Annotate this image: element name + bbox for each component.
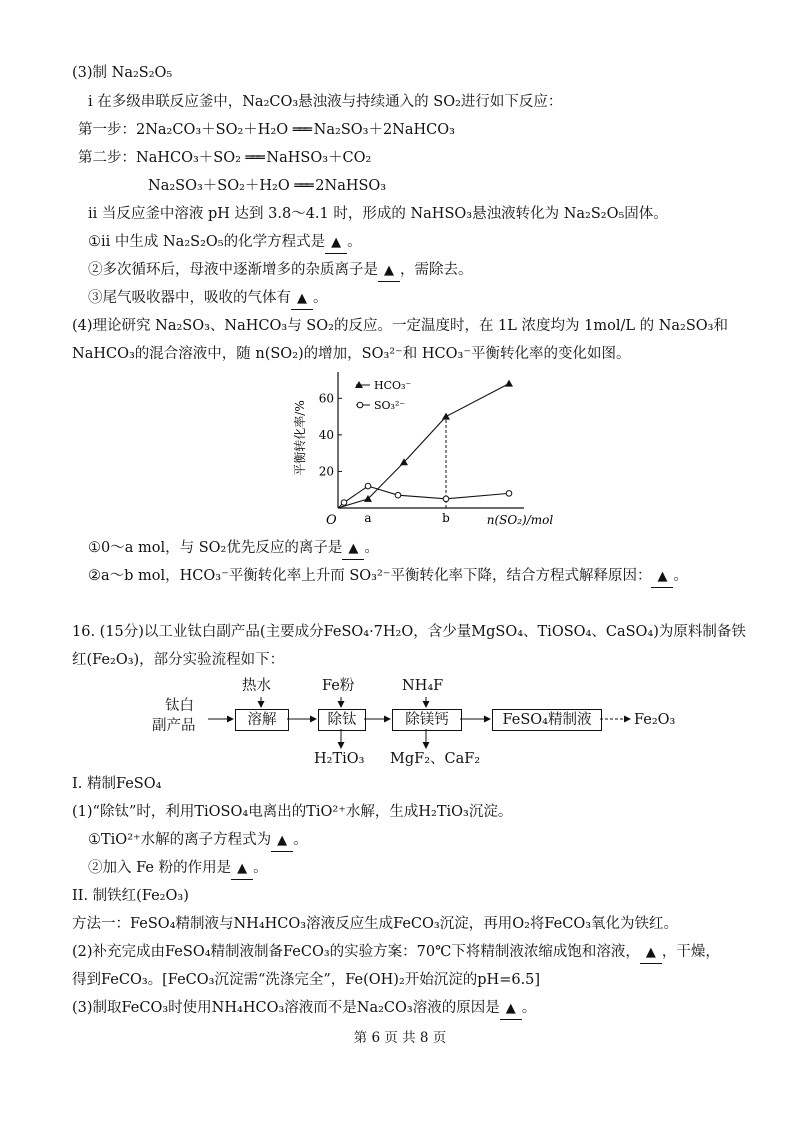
- answer-blank[interactable]: ▲: [231, 859, 253, 880]
- part3-ii-text: ii 当反应釜中溶液 pH 达到 3.8～4.1 时，形成的 NaHSO₃悬浊液转化为 Na₂S₂O₅固体。: [88, 206, 668, 222]
- flow-box-feso4-solution: FeSO₄精制液: [492, 709, 602, 731]
- x-tick-label: a: [364, 511, 372, 525]
- q16-section-1: I. 精制FeSO₄: [72, 776, 162, 792]
- q16-method1: 方法一：FeSO₄精制液与NH₄HCO₃溶液反应生成FeCO₃沉淀，再用O₂将FeCO₃氧化为铁红。: [72, 916, 679, 932]
- part4-q2: ②a～b mol，HCO₃⁻平衡转化率上升而 SO₃²⁻平衡转化率下降，结合方程式解释原因： ▲ 。: [88, 566, 688, 588]
- step2b-left: Na₂SO₃＋SO₂＋H₂O: [148, 178, 290, 194]
- page-footer: 第 6 页 共 8 页: [353, 1030, 447, 1046]
- flow-input-fe-powder: Fe粉: [322, 678, 355, 694]
- answer-blank[interactable]: ▲: [342, 539, 364, 560]
- flow-start-line2: 副产品: [152, 718, 196, 734]
- q16-s2: (2)补充完成由FeSO₄精制液制备FeCO₃的实验方案：70℃下将精制液浓缩成饱和溶液， ▲ ，干燥，: [72, 942, 720, 964]
- answer-blank[interactable]: ▲: [378, 261, 400, 282]
- y-tick-label: 40: [318, 427, 334, 442]
- q16-s1: (1)“除钛”时，利用TiOSO₄电离出的TiO²⁺水解，生成H₂TiO₃沉淀。: [72, 804, 513, 820]
- q16-s1-q2: ②加入 Fe 粉的作用是 ▲ 。: [88, 858, 268, 880]
- step2a-left: NaHCO₃＋SO₂: [136, 150, 241, 166]
- step2b-right: 2NaHSO₃: [315, 178, 387, 194]
- q16-line2: 红(Fe₂O₃)，部分实验流程如下：: [72, 652, 285, 668]
- flow-start-line1: 钛白: [165, 698, 194, 714]
- part3-heading: (3)制 Na₂S₂O₅: [72, 65, 173, 81]
- flow-input-nh4f: NH₄F: [402, 678, 444, 694]
- part4-q1: ①0～a mol，与 SO₂优先反应的离子是 ▲ 。: [88, 538, 379, 560]
- q16-section-2: II. 制铁红(Fe₂O₃): [72, 888, 189, 904]
- equilibrium-arrow-icon: ═══: [294, 178, 311, 194]
- flow-input-hot-water: 热水: [242, 678, 271, 694]
- y-axis-label: 平衡转化率/%: [293, 400, 307, 476]
- equilibrium-arrow-icon: ═══: [292, 122, 310, 138]
- step2-label: 第二步：: [78, 150, 136, 166]
- legend-label-hco3: HCO₃⁻: [374, 379, 412, 392]
- q16-s2-line2: 得到FeCO₃。[FeCO₃沉淀需“洗涤完全”，Fe(OH)₂开始沉淀的pH=6.5]: [72, 972, 541, 988]
- q16-s3: (3)制取FeCO₃时使用NH₄HCO₃溶液而不是Na₂CO₃溶液的原因是 ▲ 。: [72, 998, 536, 1020]
- y-tick-label: 60: [318, 391, 334, 406]
- y-tick-label: 20: [318, 464, 334, 479]
- x-tick-label: b: [442, 511, 450, 525]
- part4-line2: NaHCO₃的混合溶液中，随 n(SO₂)的增加，SO₃²⁻和 HCO₃⁻平衡转化率的变化如图。: [72, 346, 631, 362]
- equilibrium-arrow-icon: ═══: [245, 150, 262, 166]
- step1-label: 第一步：: [78, 122, 136, 138]
- answer-blank[interactable]: ▲: [271, 831, 293, 852]
- flow-output-mgf2-caf2: MgF₂、CaF₂: [390, 751, 481, 767]
- answer-blank[interactable]: ▲: [640, 943, 662, 964]
- q16-line1: 16. (15分)以工业钛白副产品(主要成分FeSO₄·7H₂O，含少量MgSO₄、TiOSO₄、CaSO₄)为原料制备铁: [72, 624, 746, 640]
- step1-right: Na₂SO₃＋2NaHCO₃: [313, 122, 455, 138]
- legend-label-so3: SO₃²⁻: [374, 399, 406, 412]
- flow-box-remove-mg-ca: 除镁钙: [392, 709, 462, 731]
- part3-q3: ③尾气吸收器中，吸收的气体有 ▲ 。: [88, 288, 328, 310]
- part3-q1: ①ii 中生成 Na₂S₂O₅的化学方程式是 ▲ 。: [88, 232, 362, 254]
- flow-box-remove-ti: 除钛: [318, 709, 366, 731]
- q16-s1-q1: ①TiO²⁺水解的离子方程式为 ▲ 。: [88, 830, 308, 852]
- flow-product: Fe₂O₃: [634, 712, 676, 728]
- part3-q2: ②多次循环后，母液中逐渐增多的杂质离子是 ▲ ，需除去。: [88, 260, 473, 282]
- step2a-right: NaHSO₃＋CO₂: [266, 150, 372, 166]
- answer-blank[interactable]: ▲: [651, 567, 673, 588]
- origin-label: O: [326, 513, 337, 528]
- flow-box-dissolve: 溶解: [235, 709, 289, 731]
- part3-i-intro: i 在多级串联反应釜中，Na₂CO₃悬浊液与持续通入的 SO₂进行如下反应：: [88, 94, 563, 110]
- answer-blank[interactable]: ▲: [500, 999, 522, 1020]
- flow-output-h2tio3: H₂TiO₃: [314, 751, 365, 767]
- answer-blank[interactable]: ▲: [325, 233, 347, 254]
- x-axis-label: n(SO₂)/mol: [486, 513, 554, 527]
- part4-line1: (4)理论研究 Na₂SO₃、NaHCO₃与 SO₂的反应。一定温度时，在 1L 浓度均为 1mol/L 的 Na₂SO₃和: [72, 318, 728, 334]
- answer-blank[interactable]: ▲: [291, 289, 313, 310]
- step1-left: 2Na₂CO₃＋SO₂＋H₂O: [136, 122, 289, 138]
